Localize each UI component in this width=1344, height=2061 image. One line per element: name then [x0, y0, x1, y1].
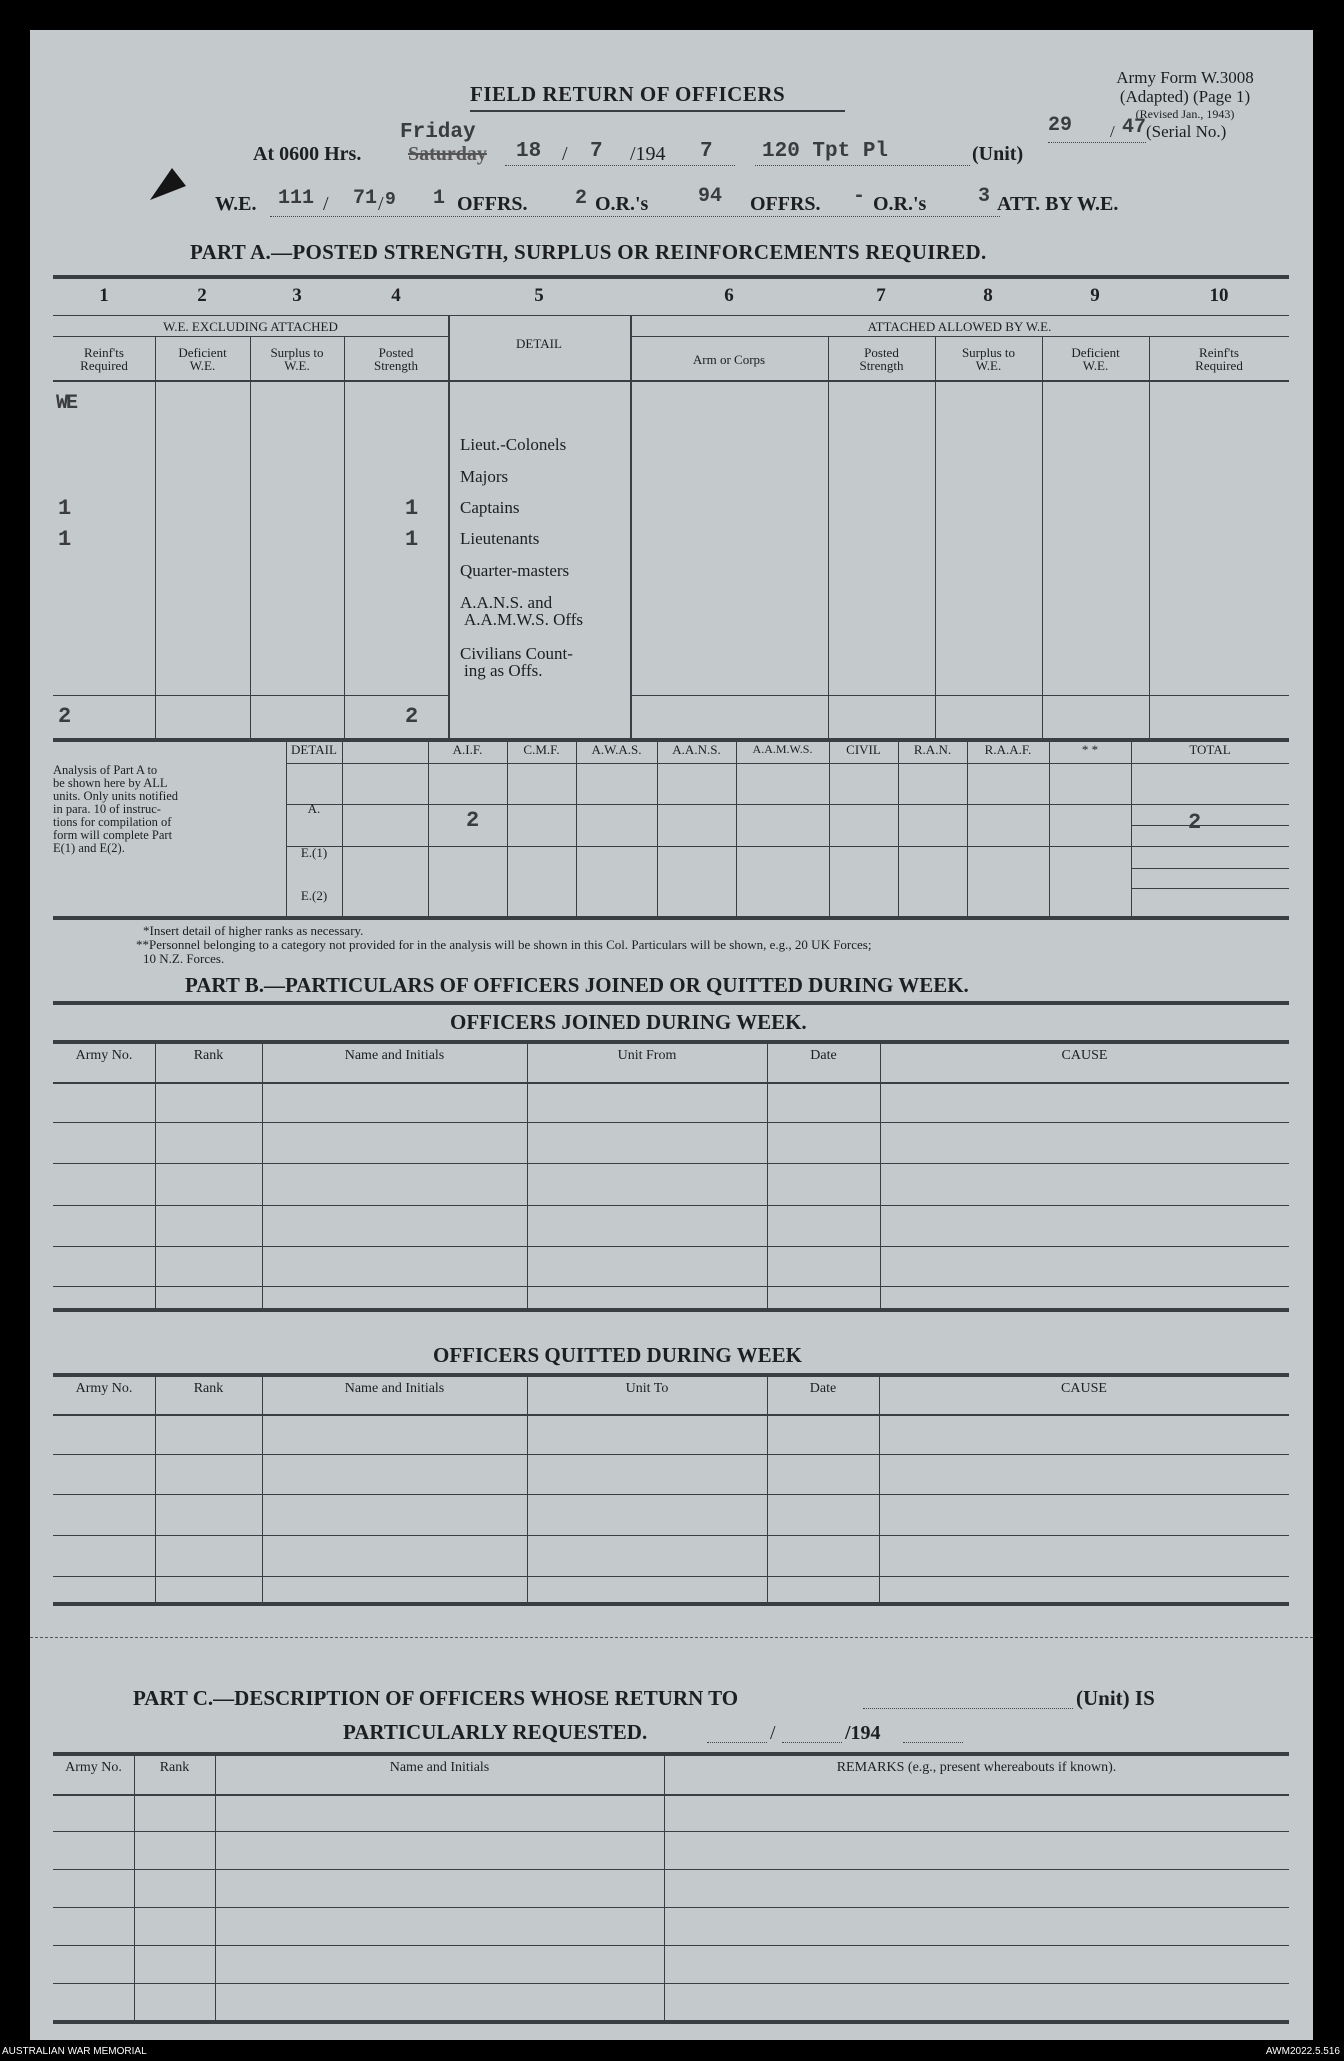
att-value: 3	[978, 185, 991, 208]
analysis-divider	[657, 738, 658, 916]
analysis-row-rule	[286, 846, 1289, 847]
analysis-header: C.M.F.	[523, 742, 560, 757]
footnote-1: *Insert detail of higher ranks as necessary.	[143, 923, 364, 938]
analysis-header: A.A.M.W.S.	[752, 742, 813, 756]
footer-bar	[0, 2042, 1344, 2061]
analysis-divider	[829, 738, 830, 916]
part-c-slash: /	[770, 1722, 776, 1744]
analysis-header: A.W.A.S.	[591, 742, 642, 757]
att-reinf-header: Reinf'ts Required	[1195, 345, 1243, 373]
table-row-rule	[53, 1945, 1289, 1946]
table-header-rank: Rank	[159, 1760, 190, 1775]
we-value-b: 71	[353, 187, 378, 210]
joined-title: OFFICERS JOINED DURING WEEK.	[450, 1010, 807, 1034]
arm-corps-header: Arm or Corps	[692, 352, 766, 367]
att-posted-header: Posted Strength	[859, 345, 904, 373]
we-slash-1: /	[323, 193, 329, 215]
part-a-top-rule	[53, 275, 1289, 279]
unit-dots	[755, 165, 970, 166]
deficient-header: Deficient W.E.	[178, 345, 227, 373]
analysis-header-rule	[286, 763, 1289, 764]
part-a-header-rule	[53, 315, 1289, 316]
table-header-remarks: REMARKS (e.g., present whereabouts if known).	[836, 1760, 1117, 1775]
unit-label: (Unit)	[972, 143, 1024, 165]
table-row-rule	[53, 1122, 1289, 1123]
part-c-year-dots	[903, 1742, 963, 1743]
att-offrs-label: OFFRS.	[750, 193, 821, 215]
form-sheet	[30, 30, 1313, 2040]
cut-line	[30, 1637, 1313, 1638]
part-a-total-rule-right	[630, 695, 1289, 696]
table-col-divider	[767, 1040, 768, 1308]
serial-value-1: 29	[1048, 114, 1073, 137]
table-row-rule	[53, 1494, 1289, 1495]
we-offrs-label: OFFRS.	[457, 193, 528, 215]
table-header-army-no: Army No.	[65, 1760, 122, 1775]
analysis-divider	[1049, 738, 1050, 916]
army-form-number: Army Form W.3008	[1116, 68, 1254, 87]
footer-source: AUSTRALIAN WAR MEMORIAL	[2, 2046, 147, 2057]
footnote-3: 10 N.Z. Forces.	[143, 951, 225, 966]
part-a-title: PART A.—POSTED STRENGTH, SURPLUS OR REINFORCEMENTS REQUIRED.	[190, 240, 987, 264]
column-number: 8	[983, 285, 993, 306]
analysis-row-rule	[1131, 868, 1289, 869]
col-divider	[828, 336, 829, 738]
analysis-a-aif-value: 2	[466, 808, 480, 833]
column-number: 7	[876, 285, 886, 306]
posted-strength-header: Posted Strength	[373, 345, 419, 373]
table-col-divider	[664, 1752, 665, 2020]
date-year-value: 7	[700, 140, 713, 163]
subheader-rule-right	[630, 336, 1289, 337]
analysis-row-rule	[1131, 825, 1289, 826]
attached-header: ATTACHED ALLOWED BY W.E.	[867, 319, 1052, 334]
table-header-name-initials: Name and Initials	[344, 1381, 445, 1396]
table-header-name-initials: Name and Initials	[389, 1760, 490, 1775]
rank-civilians-2: ing as Offs.	[464, 661, 543, 680]
att-offrs-value: 94	[698, 185, 723, 208]
rank-civilians: Civilians Count-	[460, 644, 573, 663]
table-row-rule	[53, 1163, 1289, 1164]
quitted-top-rule	[53, 1373, 1289, 1377]
rank-aamws: A.A.M.W.S. Offs	[464, 610, 584, 629]
analysis-row-rule	[1131, 888, 1289, 889]
captains-reinf-value: 1	[58, 496, 72, 521]
total-reinf-value: 2	[58, 704, 72, 729]
table-header-date: Date	[810, 1048, 837, 1063]
analysis-header: * *	[1081, 742, 1099, 757]
table-row-rule	[53, 1869, 1289, 1870]
surplus-header: Surplus to W.E.	[270, 345, 324, 373]
table-header-rule	[53, 1794, 1289, 1796]
table-row-rule	[53, 1286, 1289, 1287]
army-form-revised: (Revised Jan., 1943)	[1135, 107, 1235, 121]
analysis-row-a: A.	[307, 801, 321, 816]
day-typed-value: Friday	[400, 121, 476, 144]
table-header-rule	[53, 1082, 1289, 1084]
table-col-divider	[767, 1373, 768, 1602]
serial-no-label: (Serial No.)	[1146, 122, 1227, 141]
table-row-rule	[53, 1205, 1289, 1206]
analysis-bottom-rule	[53, 916, 1289, 920]
analysis-note: Analysis of Part A to be shown here by ALL units. Only units notified in para. 10 of instruc- tions for compilation of form will complete Part E(1) and E(2).	[53, 763, 178, 855]
analysis-header: A.I.F.	[452, 742, 483, 757]
table-col-divider	[134, 1752, 135, 2020]
part-a-body-top-rule	[53, 380, 1289, 382]
col-divider	[630, 315, 632, 738]
unit-value: 120 Tpt Pl	[762, 140, 889, 163]
quitted-title: OFFICERS QUITTED DURING WEEK	[433, 1343, 802, 1367]
we-slash-2: /	[378, 193, 384, 215]
table-col-divider	[879, 1373, 880, 1602]
part-c-top-rule	[53, 1752, 1289, 1756]
analysis-header: TOTAL	[1189, 742, 1231, 757]
table-col-divider	[880, 1040, 881, 1308]
lieutenants-reinf-value: 1	[58, 527, 72, 552]
table-header-name-initials: Name and Initials	[344, 1048, 445, 1063]
table-col-divider	[215, 1752, 216, 2020]
date-slash-1: /	[562, 143, 568, 165]
footer-accession: AWM2022.5.516	[1265, 2046, 1340, 2057]
part-c-title-2: PARTICULARLY REQUESTED.	[343, 1720, 648, 1744]
column-number: 4	[391, 285, 401, 306]
analysis-row-e2: E.(2)	[300, 888, 328, 903]
date-day-value: 18	[516, 140, 542, 163]
table-header-cause: CAUSE	[1061, 1048, 1108, 1063]
analysis-divider	[898, 738, 899, 916]
joined-top-rule	[53, 1040, 1289, 1044]
analysis-divider	[576, 738, 577, 916]
table-header-unit: Unit From	[617, 1048, 677, 1063]
column-number: 3	[292, 285, 302, 306]
table-col-divider	[262, 1373, 263, 1602]
analysis-a-total-value: 2	[1188, 810, 1202, 835]
analysis-divider	[736, 738, 737, 916]
rank-majors: Majors	[460, 467, 509, 486]
title-underline	[470, 110, 845, 112]
arrow-mark-icon	[148, 164, 188, 206]
table-row-rule	[53, 1454, 1289, 1455]
column-number: 1	[99, 285, 109, 306]
reinf-required-header: Reinf'ts Required	[80, 345, 128, 373]
analysis-row-rule	[286, 804, 1289, 805]
we-dots	[270, 216, 1000, 217]
table-bottom-rule	[53, 2020, 1289, 2024]
analysis-header: R.A.N.	[913, 742, 952, 757]
analysis-divider	[967, 738, 968, 916]
we-value-a: 111	[278, 187, 315, 210]
table-header-rank: Rank	[193, 1381, 224, 1396]
captains-posted-value: 1	[405, 496, 419, 521]
col-divider	[1149, 336, 1150, 738]
part-c-year: /194	[845, 1722, 881, 1744]
part-b-title: PART B.—PARTICULARS OF OFFICERS JOINED OR QUITTED DURING WEEK.	[185, 973, 969, 997]
table-header-army-no: Army No.	[75, 1381, 133, 1396]
analysis-header: A.A.N.S.	[672, 742, 721, 757]
part-c-date-dots-2	[782, 1742, 842, 1743]
rank-lieutenants: Lieutenants	[460, 529, 540, 548]
table-bottom-rule	[53, 1602, 1289, 1606]
army-form-adapted: (Adapted) (Page 1)	[1119, 87, 1251, 106]
analysis-header: R.A.A.F.	[984, 742, 1032, 757]
col-divider	[344, 336, 345, 738]
analysis-divider	[1131, 738, 1132, 916]
total-posted-value: 2	[405, 704, 419, 729]
rank-aans: A.A.N.S. and	[460, 593, 553, 612]
table-col-divider	[155, 1040, 156, 1308]
col-divider	[155, 336, 156, 738]
table-row-rule	[53, 1983, 1289, 1984]
we-excluding-header: W.E. EXCLUDING ATTACHED	[163, 319, 338, 334]
table-header-rule	[53, 1414, 1289, 1416]
we-label: W.E.	[215, 193, 257, 215]
we-stamp: WE	[56, 392, 77, 415]
table-header-rank: Rank	[193, 1048, 224, 1063]
date-dots	[505, 165, 735, 166]
table-header-date: Date	[809, 1381, 837, 1396]
table-row-rule	[53, 1907, 1289, 1908]
column-number: 5	[534, 285, 544, 306]
table-col-divider	[155, 1373, 156, 1602]
table-row-rule	[53, 1535, 1289, 1536]
table-col-divider	[527, 1040, 528, 1308]
rank-captains: Captains	[460, 498, 520, 517]
part-c-title-1: PART C.—DESCRIPTION OF OFFICERS WHOSE RETURN TO	[133, 1686, 739, 1710]
we-value-c: 9	[385, 190, 396, 210]
part-c-title-1b: (Unit) IS	[1076, 1686, 1155, 1710]
table-row-rule	[53, 1246, 1289, 1247]
table-row-rule	[53, 1576, 1289, 1577]
serial-dots	[1048, 142, 1146, 143]
column-number: 9	[1090, 285, 1100, 306]
col-divider	[250, 336, 251, 738]
att-or-value: -	[853, 185, 866, 208]
serial-slash: /	[1110, 122, 1115, 141]
analysis-divider	[428, 738, 429, 916]
day-struck-value: Saturday	[408, 143, 487, 165]
form-title: FIELD RETURN OF OFFICERS	[470, 82, 786, 106]
att-surplus-header: Surplus to W.E.	[961, 345, 1016, 373]
date-year-prefix: /194	[630, 143, 666, 165]
col-divider	[1042, 336, 1043, 738]
table-row-rule	[53, 1831, 1289, 1832]
lieutenants-posted-value: 1	[405, 527, 419, 552]
analysis-row-e1: E.(1)	[300, 845, 328, 860]
column-number: 2	[197, 285, 207, 306]
table-col-divider	[262, 1040, 263, 1308]
column-number: 10	[1209, 285, 1229, 306]
col-divider	[935, 336, 936, 738]
serial-value-2: 47	[1122, 116, 1147, 139]
analysis-header: DETAIL	[291, 742, 337, 757]
column-number: 6	[724, 285, 734, 306]
analysis-divider	[507, 738, 508, 916]
att-deficient-header: Deficient W.E.	[1071, 345, 1120, 373]
we-ors-label: O.R.'s	[595, 193, 649, 215]
table-header-army-no: Army No.	[75, 1048, 133, 1063]
part-b-top-rule	[53, 1001, 1289, 1005]
analysis-divider	[342, 738, 343, 916]
we-or-value: 2	[575, 187, 588, 210]
footnote-2: **Personnel belonging to a category not provided for in the analysis will be shown in this Col. Particulars will be shown, e.g., 20 UK Forces;	[136, 937, 872, 952]
detail-header: DETAIL	[516, 336, 562, 351]
table-header-cause: CAUSE	[1061, 1381, 1107, 1396]
table-col-divider	[527, 1373, 528, 1602]
analysis-header: CIVIL	[846, 742, 881, 757]
part-c-date-dots-1	[707, 1742, 767, 1743]
rank-quarter-masters: Quarter-masters	[460, 561, 570, 580]
table-header-unit: Unit To	[625, 1381, 669, 1396]
we-offrs-value: 1	[433, 187, 446, 210]
date-month-value: 7	[590, 140, 603, 163]
att-label: ATT. BY W.E.	[997, 193, 1119, 215]
at-hours-label: At 0600 Hrs.	[253, 143, 362, 165]
part-c-unit-dots	[863, 1708, 1073, 1709]
att-ors-label: O.R.'s	[873, 193, 927, 215]
rank-lieut-colonels: Lieut.-Colonels	[460, 435, 567, 454]
col-divider	[448, 315, 450, 738]
table-bottom-rule	[53, 1308, 1289, 1312]
